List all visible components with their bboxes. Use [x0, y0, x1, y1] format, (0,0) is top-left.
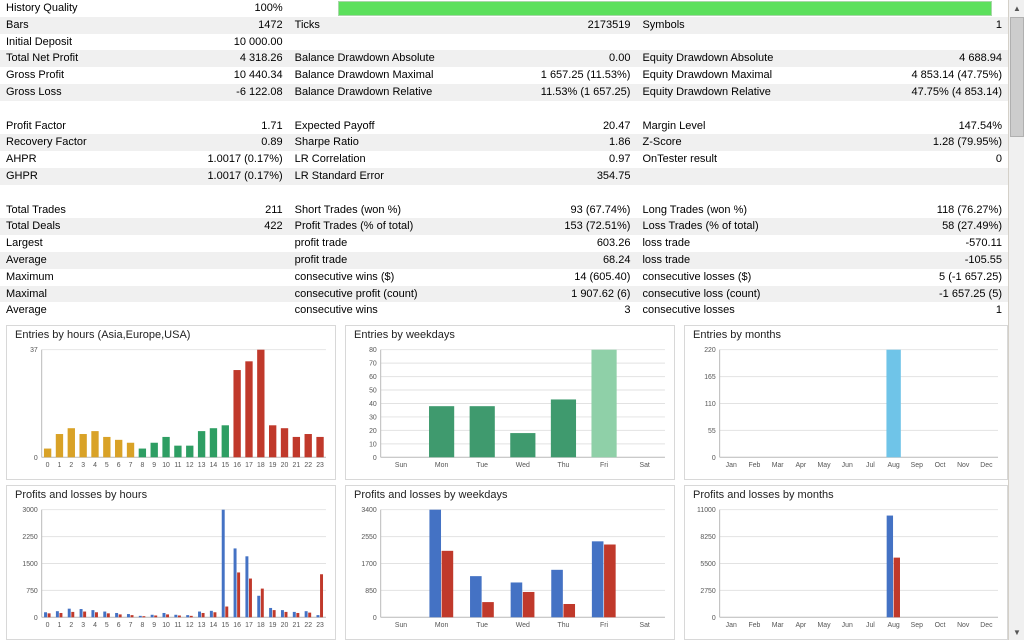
svg-text:2: 2: [69, 622, 74, 630]
table-spacer: [0, 185, 1008, 202]
table-row[interactable]: [0, 151, 1008, 168]
chart-panel-entries-by-hours[interactable]: [6, 325, 336, 480]
stat-value: 14 (605.40): [492, 269, 636, 286]
stat-value: 1.0017 (0.17%): [156, 168, 289, 185]
svg-text:Dec: Dec: [980, 462, 993, 470]
stat-label: Long Trades (won %): [636, 202, 851, 219]
svg-text:7: 7: [128, 622, 133, 630]
svg-text:165: 165: [704, 374, 716, 382]
chart-plot: [685, 486, 1007, 639]
svg-text:20: 20: [280, 462, 289, 470]
stat-label: Profit Factor: [0, 118, 156, 135]
svg-text:23: 23: [316, 462, 324, 470]
stat-label: consecutive profit (count): [289, 286, 492, 303]
stat-label: consecutive wins: [289, 302, 492, 319]
svg-text:850: 850: [365, 587, 377, 595]
stat-label: Bars: [0, 17, 156, 34]
svg-text:55: 55: [708, 427, 716, 435]
table-spacer: [0, 101, 1008, 118]
svg-text:5: 5: [104, 622, 109, 630]
chart-title: Entries by months: [693, 329, 782, 341]
table-row[interactable]: [0, 84, 1008, 101]
svg-text:3000: 3000: [22, 507, 38, 515]
stat-value: 1 907.62 (6): [492, 286, 636, 303]
svg-text:Aug: Aug: [887, 622, 900, 630]
chart-title: Entries by hours (Asia,Europe,USA): [15, 329, 191, 341]
chart-plot: [346, 486, 674, 639]
svg-text:10: 10: [162, 462, 170, 470]
svg-text:Tue: Tue: [476, 622, 489, 630]
svg-text:22: 22: [304, 462, 313, 470]
stat-value: 147.54%: [852, 118, 1008, 135]
svg-text:1500: 1500: [22, 560, 38, 568]
stat-value: [156, 286, 289, 303]
svg-text:10: 10: [369, 441, 377, 449]
svg-text:Jan: Jan: [725, 622, 737, 630]
svg-text:Sun: Sun: [394, 622, 408, 630]
svg-text:Jun: Jun: [841, 622, 853, 630]
stat-label: Balance Drawdown Absolute: [289, 50, 492, 67]
stat-label: Total Net Profit: [0, 50, 156, 67]
stat-value: 211: [156, 202, 289, 219]
stat-label: profit trade: [289, 235, 492, 252]
svg-text:Feb: Feb: [748, 462, 761, 470]
svg-text:Mar: Mar: [771, 462, 784, 470]
svg-text:15: 15: [221, 622, 230, 630]
svg-text:220: 220: [704, 347, 716, 355]
stat-value: 0.97: [492, 151, 636, 168]
svg-text:3: 3: [81, 462, 86, 470]
table-row[interactable]: [0, 218, 1008, 235]
stat-label: Recovery Factor: [0, 134, 156, 151]
svg-text:Oct: Oct: [934, 462, 946, 470]
stat-value: [156, 252, 289, 269]
stat-value: [156, 235, 289, 252]
chart-title: Profits and losses by months: [693, 489, 834, 501]
table-row[interactable]: [0, 34, 1008, 51]
svg-text:12: 12: [185, 622, 194, 630]
chart-panel-profits-and-losses-by-months[interactable]: [684, 485, 1008, 640]
table-row[interactable]: [0, 168, 1008, 185]
stat-value: [492, 34, 636, 51]
svg-text:50: 50: [369, 387, 377, 395]
svg-text:21: 21: [292, 622, 301, 630]
stat-value: 1472: [156, 17, 289, 34]
stat-value: 1: [852, 302, 1008, 319]
svg-text:13: 13: [197, 622, 206, 630]
svg-text:Sep: Sep: [910, 462, 923, 470]
svg-text:21: 21: [292, 462, 301, 470]
stat-label: consecutive losses ($): [636, 269, 851, 286]
stat-label: Average: [0, 302, 156, 319]
svg-text:5: 5: [104, 462, 109, 470]
svg-text:Fri: Fri: [600, 462, 609, 470]
stat-value: -105.55: [852, 252, 1008, 269]
svg-text:Thu: Thu: [557, 462, 570, 470]
svg-text:13: 13: [197, 462, 206, 470]
chart-panel-entries-by-weekdays[interactable]: [345, 325, 675, 480]
stat-value: 1.0017 (0.17%): [156, 151, 289, 168]
svg-text:7: 7: [128, 462, 133, 470]
chart-panel-profits-and-losses-by-weekdays[interactable]: [345, 485, 675, 640]
svg-text:Mon: Mon: [434, 622, 449, 630]
svg-text:Feb: Feb: [748, 622, 761, 630]
svg-text:4: 4: [93, 622, 97, 630]
stat-label: Profit Trades (% of total): [289, 218, 492, 235]
svg-text:Wed: Wed: [515, 462, 530, 470]
history-quality-bar: [338, 1, 992, 16]
stat-value: [156, 269, 289, 286]
chart-title: Profits and losses by hours: [15, 489, 148, 501]
stat-value: -6 122.08: [156, 84, 289, 101]
stat-label: History Quality: [0, 0, 156, 17]
chart-plot: [7, 486, 335, 639]
svg-text:37: 37: [30, 347, 38, 355]
stat-value: 10 440.34: [156, 67, 289, 84]
table-row[interactable]: [0, 118, 1008, 135]
stat-label: Z-Score: [636, 134, 851, 151]
svg-text:9: 9: [152, 462, 157, 470]
svg-text:Nov: Nov: [957, 622, 970, 630]
svg-text:23: 23: [316, 622, 324, 630]
charts-area: [0, 325, 1008, 640]
stat-value: 93 (67.74%): [492, 202, 636, 219]
stat-value: 4 688.94: [852, 50, 1008, 67]
scroll-down-icon[interactable]: ▼: [1009, 624, 1024, 640]
stat-label: Gross Profit: [0, 67, 156, 84]
svg-text:Wed: Wed: [515, 622, 530, 630]
svg-text:Oct: Oct: [934, 622, 946, 630]
svg-text:Mon: Mon: [434, 462, 449, 470]
table-row[interactable]: [0, 252, 1008, 269]
svg-text:70: 70: [369, 360, 377, 368]
svg-text:16: 16: [233, 462, 241, 470]
stat-value: 0: [852, 151, 1008, 168]
stat-label: Equity Drawdown Relative: [636, 84, 851, 101]
svg-text:0: 0: [372, 614, 377, 622]
stat-value: 1: [852, 17, 1008, 34]
stat-label: Balance Drawdown Relative: [289, 84, 492, 101]
svg-text:15: 15: [221, 462, 230, 470]
svg-text:9: 9: [152, 622, 157, 630]
stat-label: Expected Payoff: [289, 118, 492, 135]
svg-text:14: 14: [209, 462, 218, 470]
stat-label: consecutive losses: [636, 302, 851, 319]
stat-value: 1 657.25 (11.53%): [492, 67, 636, 84]
stat-value: 3: [492, 302, 636, 319]
stat-value: [852, 168, 1008, 185]
stat-label: [289, 34, 492, 51]
svg-text:Sat: Sat: [639, 622, 650, 630]
stat-label: AHPR: [0, 151, 156, 168]
table-row[interactable]: [0, 235, 1008, 252]
stat-value: 10 000.00: [156, 34, 289, 51]
stat-label: Symbols: [636, 17, 851, 34]
svg-text:Tue: Tue: [476, 462, 489, 470]
stat-value: 58 (27.49%): [852, 218, 1008, 235]
svg-text:22: 22: [304, 622, 313, 630]
chart-panel-profits-and-losses-by-hours[interactable]: [6, 485, 336, 640]
svg-text:1: 1: [57, 622, 62, 630]
stat-label: Margin Level: [636, 118, 851, 135]
svg-text:Apr: Apr: [795, 622, 807, 630]
table-row[interactable]: [0, 202, 1008, 219]
stat-value: 153 (72.51%): [492, 218, 636, 235]
stat-value: 354.75: [492, 168, 636, 185]
svg-text:2750: 2750: [700, 587, 716, 595]
stat-label: Total Deals: [0, 218, 156, 235]
chart-title: Profits and losses by weekdays: [354, 489, 508, 501]
table-row[interactable]: [0, 286, 1008, 303]
svg-text:3400: 3400: [361, 507, 377, 515]
svg-text:6: 6: [116, 462, 121, 470]
svg-text:2550: 2550: [361, 534, 377, 542]
svg-text:Sat: Sat: [639, 462, 650, 470]
svg-text:0: 0: [33, 614, 38, 622]
stat-value: [156, 302, 289, 319]
stat-label: Gross Loss: [0, 84, 156, 101]
svg-text:60: 60: [369, 374, 377, 382]
table-row[interactable]: [0, 50, 1008, 67]
svg-text:5500: 5500: [700, 560, 716, 568]
stat-value: 20.47: [492, 118, 636, 135]
stat-label: [636, 168, 851, 185]
svg-text:0: 0: [45, 622, 50, 630]
svg-text:11: 11: [174, 462, 182, 470]
svg-text:8: 8: [140, 622, 145, 630]
svg-text:0: 0: [711, 454, 716, 462]
svg-text:Jun: Jun: [841, 462, 853, 470]
stat-value: 1.28 (79.95%): [852, 134, 1008, 151]
stat-label: Total Trades: [0, 202, 156, 219]
svg-text:18: 18: [256, 462, 265, 470]
stat-label: loss trade: [636, 235, 851, 252]
stat-value: 4 853.14 (47.75%): [852, 67, 1008, 84]
svg-text:May: May: [817, 462, 831, 470]
svg-text:Mar: Mar: [771, 622, 784, 630]
svg-text:30: 30: [369, 414, 377, 422]
svg-text:Nov: Nov: [957, 462, 970, 470]
stat-value: 422: [156, 218, 289, 235]
stat-value: -570.11: [852, 235, 1008, 252]
svg-text:Apr: Apr: [795, 462, 807, 470]
stat-label: consecutive loss (count): [636, 286, 851, 303]
stat-label: Maximum: [0, 269, 156, 286]
stat-label: Average: [0, 252, 156, 269]
svg-text:2: 2: [69, 462, 74, 470]
stat-label: Largest: [0, 235, 156, 252]
table-row[interactable]: [0, 269, 1008, 286]
svg-text:12: 12: [185, 462, 194, 470]
stat-value: 11.53% (1 657.25): [492, 84, 636, 101]
stat-label: Ticks: [289, 17, 492, 34]
svg-text:2250: 2250: [22, 534, 38, 542]
svg-text:1700: 1700: [361, 560, 377, 568]
scroll-up-icon[interactable]: ▲: [1009, 0, 1024, 16]
stat-label: Sharpe Ratio: [289, 134, 492, 151]
stat-label: [636, 34, 851, 51]
stat-label: profit trade: [289, 252, 492, 269]
stat-value: 0.00: [492, 50, 636, 67]
svg-text:14: 14: [209, 622, 218, 630]
stat-value: 47.75% (4 853.14): [852, 84, 1008, 101]
svg-text:11: 11: [174, 622, 182, 630]
stat-value: 2173519: [492, 17, 636, 34]
chart-plot: [346, 326, 674, 479]
table-row[interactable]: [0, 67, 1008, 84]
svg-text:8250: 8250: [700, 534, 716, 542]
stat-value: 5 (-1 657.25): [852, 269, 1008, 286]
svg-text:20: 20: [369, 427, 377, 435]
stat-value: 118 (76.27%): [852, 202, 1008, 219]
stat-value: 1.71: [156, 118, 289, 135]
table-row[interactable]: [0, 302, 1008, 319]
stat-label: GHPR: [0, 168, 156, 185]
svg-text:17: 17: [245, 622, 253, 630]
svg-text:19: 19: [268, 622, 277, 630]
svg-text:17: 17: [245, 462, 253, 470]
svg-text:18: 18: [256, 622, 265, 630]
stat-value: [852, 34, 1008, 51]
svg-text:Dec: Dec: [980, 622, 993, 630]
stat-label: LR Correlation: [289, 151, 492, 168]
svg-text:0: 0: [45, 462, 50, 470]
svg-text:20: 20: [280, 622, 289, 630]
stat-label: consecutive wins ($): [289, 269, 492, 286]
stat-label: Balance Drawdown Maximal: [289, 67, 492, 84]
stat-label: OnTester result: [636, 151, 851, 168]
svg-text:80: 80: [369, 347, 377, 355]
stat-value: 1.86: [492, 134, 636, 151]
svg-text:May: May: [817, 622, 831, 630]
stat-label: Initial Deposit: [0, 34, 156, 51]
stat-label: Short Trades (won %): [289, 202, 492, 219]
svg-text:0: 0: [33, 454, 38, 462]
svg-text:11000: 11000: [697, 507, 716, 515]
svg-text:Jul: Jul: [866, 622, 875, 630]
stat-label: Maximal: [0, 286, 156, 303]
chart-plot: [7, 326, 335, 479]
svg-text:Thu: Thu: [557, 622, 570, 630]
svg-text:8: 8: [140, 462, 145, 470]
svg-text:Sun: Sun: [394, 462, 408, 470]
svg-text:110: 110: [704, 400, 716, 408]
stat-value: 68.24: [492, 252, 636, 269]
stat-value: -1 657.25 (5): [852, 286, 1008, 303]
svg-text:0: 0: [372, 454, 377, 462]
svg-text:16: 16: [233, 622, 241, 630]
svg-text:Jan: Jan: [725, 462, 737, 470]
vertical-scrollbar[interactable]: [1008, 0, 1024, 640]
stat-value: 0.89: [156, 134, 289, 151]
stat-label: Loss Trades (% of total): [636, 218, 851, 235]
svg-text:1: 1: [57, 462, 62, 470]
svg-text:10: 10: [162, 622, 170, 630]
svg-text:40: 40: [369, 400, 377, 408]
statistics-table: [0, 0, 1008, 321]
chart-title: Entries by weekdays: [354, 329, 455, 341]
svg-text:Jul: Jul: [866, 462, 875, 470]
svg-text:750: 750: [26, 587, 38, 595]
stat-label: loss trade: [636, 252, 851, 269]
stat-label: LR Standard Error: [289, 168, 492, 185]
stat-value: 4 318.26: [156, 50, 289, 67]
svg-text:6: 6: [116, 622, 121, 630]
scrollbar-thumb[interactable]: [1010, 17, 1024, 137]
svg-text:3: 3: [81, 622, 86, 630]
svg-text:4: 4: [93, 462, 97, 470]
stat-label: Equity Drawdown Maximal: [636, 67, 851, 84]
stat-label: Equity Drawdown Absolute: [636, 50, 851, 67]
table-row[interactable]: [0, 17, 1008, 34]
table-row[interactable]: [0, 134, 1008, 151]
svg-text:19: 19: [268, 462, 277, 470]
stat-value: 603.26: [492, 235, 636, 252]
svg-text:Fri: Fri: [600, 622, 609, 630]
chart-panel-entries-by-months[interactable]: [684, 325, 1008, 480]
svg-text:Aug: Aug: [887, 462, 900, 470]
chart-plot: [685, 326, 1007, 479]
svg-text:Sep: Sep: [910, 622, 923, 630]
stat-value: 100%: [156, 0, 289, 17]
svg-text:0: 0: [711, 614, 716, 622]
